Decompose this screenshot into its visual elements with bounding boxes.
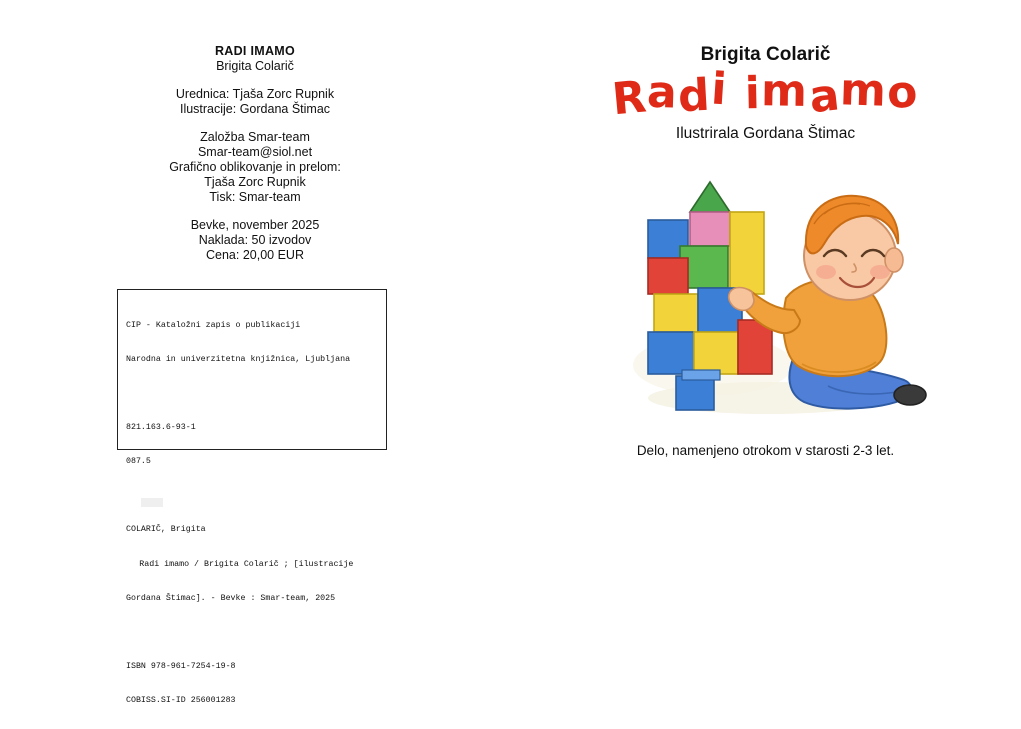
page-corner-mark — [141, 498, 163, 507]
colophon-editor: Urednica: Tjaša Zorc Rupnik — [175, 87, 335, 101]
colophon-illustration-credit: Ilustracije: Gordana Štimac — [179, 102, 331, 116]
cip-entry-title-1-text: Radi imamo / Brigita Colarič ; [ilustracije — [139, 559, 354, 569]
colophon-publisher-group — [0, 130, 510, 205]
cip-entry-title-1 — [126, 559, 378, 570]
cover-title-letter: d — [677, 69, 713, 123]
colophon-publication-group — [0, 218, 510, 263]
colophon-author: Brigita Colarič — [216, 59, 294, 73]
colophon-print: Tisk: Smar-team — [209, 190, 301, 204]
cip-udc-2: 087.5 — [126, 457, 151, 467]
colophon-design-label: Grafično oblikovanje in prelom: — [169, 160, 341, 174]
cover-title-letter: i — [744, 68, 763, 120]
cover-title-letter: R — [609, 71, 650, 126]
cover-title-letter: i — [710, 63, 731, 116]
cip-isbn: ISBN 978-961-7254-19-8 — [126, 661, 236, 671]
cip-spacer-3 — [126, 627, 378, 638]
cip-entry-author: COLARIČ, Brigita — [126, 525, 206, 535]
cip-udc-1: 821.163.6-93-1 — [126, 423, 196, 433]
colophon-designer: Tjaša Zorc Rupnik — [204, 175, 306, 189]
colophon-title-group — [0, 44, 510, 74]
cover-title-letter: a — [646, 66, 680, 119]
cip-line-1: CIP - Kataložni zapis o publikaciji — [126, 320, 301, 330]
left-page-colophon — [0, 0, 510, 705]
colophon-credits-group — [0, 87, 510, 117]
cover-illustrator: Ilustrirala Gordana Štimac — [675, 125, 856, 142]
cip-spacer-1 — [126, 388, 378, 399]
cover-title-letter: o — [886, 66, 921, 119]
colophon-price: Cena: 20,00 EUR — [206, 248, 304, 262]
colophon-block — [0, 44, 510, 276]
colophon-publisher: Založba Smar-team — [200, 130, 310, 144]
cover-age-note: Delo, namenjeno otrokom v starosti 2-3 let. — [636, 443, 895, 458]
cip-entry-title-2: Gordana Štimac]. - Bevke : Smar-team, 2025 — [126, 593, 336, 603]
colophon-book-title: RADI IMAMO — [214, 44, 296, 58]
colophon-email: Smar-team@siol.net — [197, 145, 313, 159]
cip-record-box — [117, 289, 387, 705]
cover-title — [510, 63, 1021, 125]
right-page-cover — [510, 0, 1021, 510]
cip-line-2: Narodna in univerzitetna knjižnica, Ljubljana — [126, 355, 351, 365]
colophon-print-run: Naklada: 50 izvodov — [198, 233, 312, 247]
cover-title-letter: m — [839, 64, 889, 117]
cover-title-letter: a — [806, 69, 844, 124]
cip-cobiss: COBISS.SI-ID 256001283 — [126, 696, 236, 705]
cip-spacer-2 — [126, 491, 378, 502]
cover-author: Brigita Colarič — [700, 44, 831, 65]
colophon-place-date: Bevke, november 2025 — [190, 218, 320, 232]
child-building-blocks-illustration — [618, 160, 948, 430]
cover-title-letter: m — [761, 65, 810, 117]
